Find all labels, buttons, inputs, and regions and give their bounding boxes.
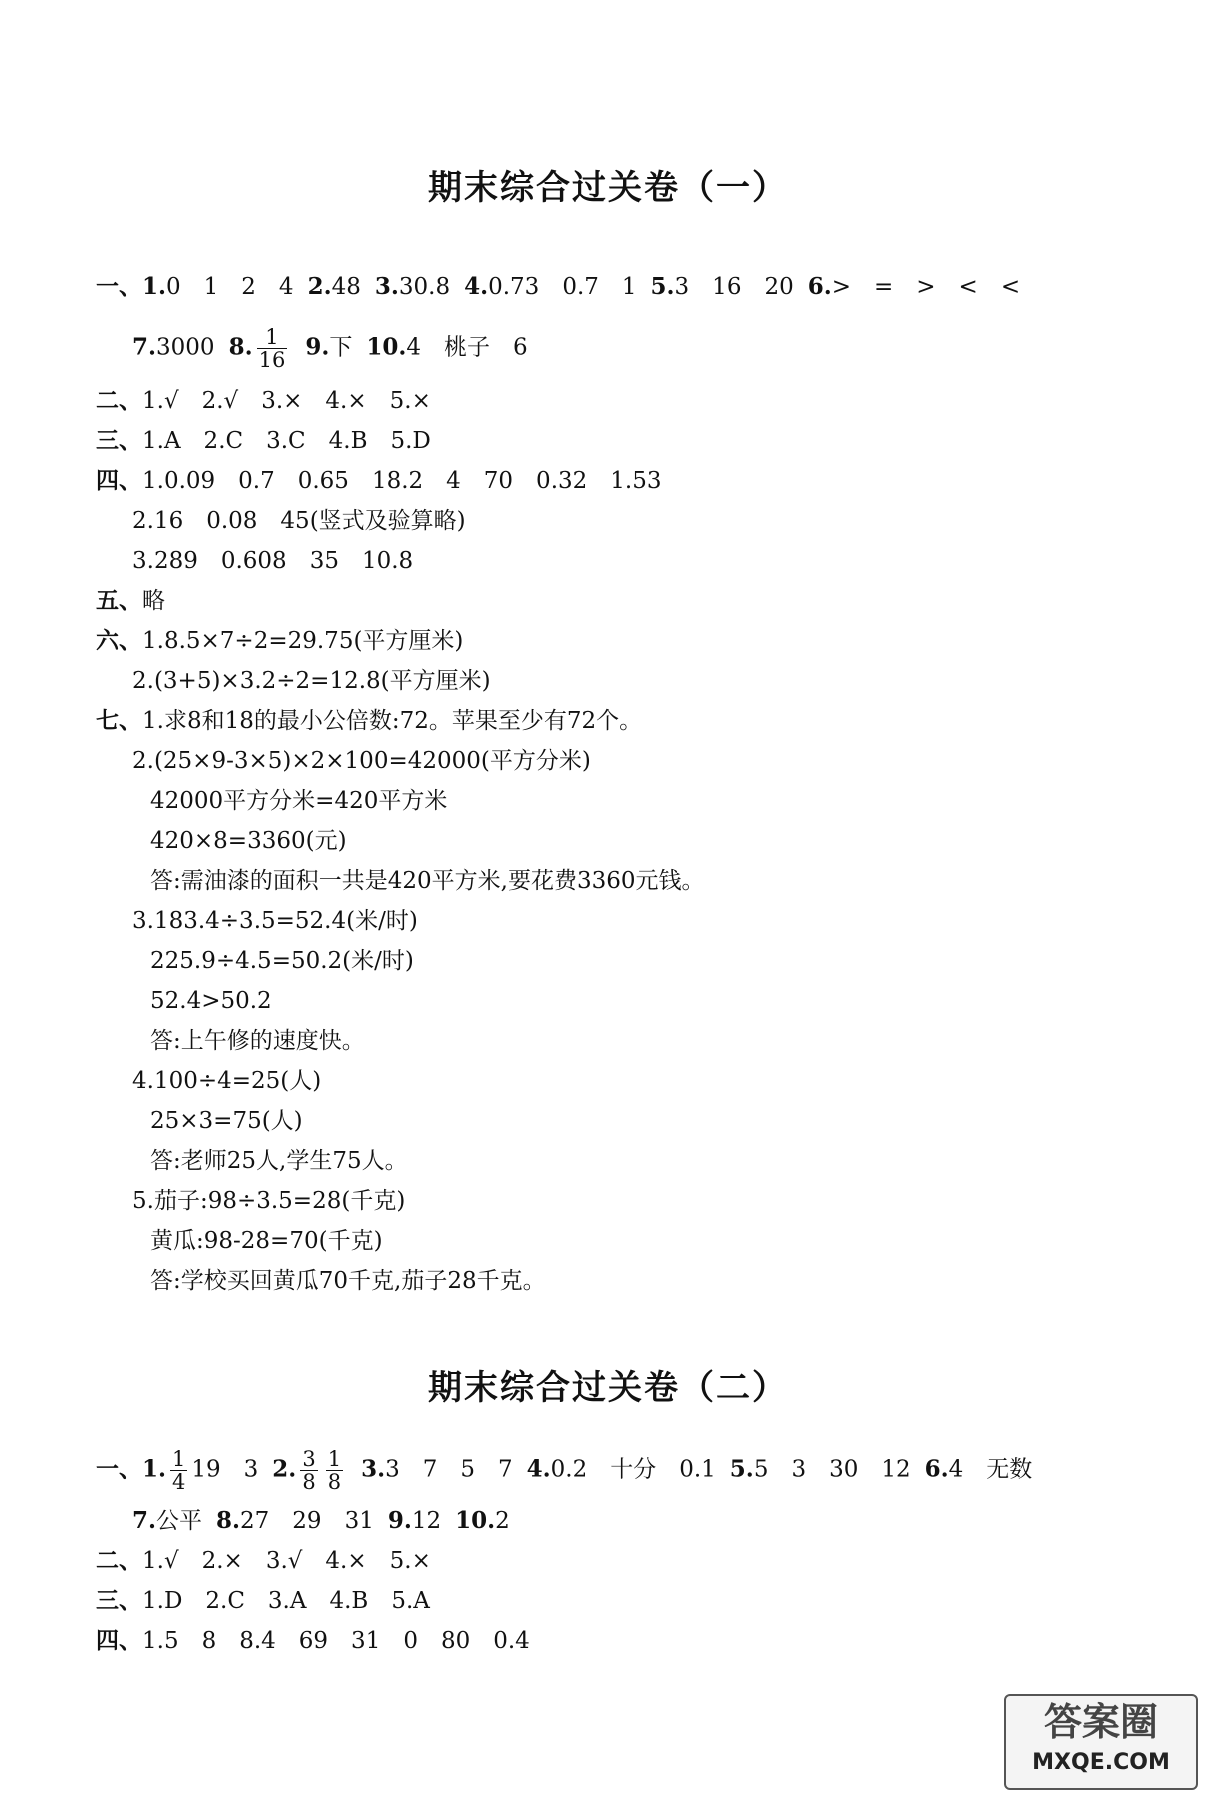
s2-part2-answers: 1.√ 2.× 3.√ 4.× 5.× (142, 1548, 431, 1574)
s2-part2-label: 二、 (96, 1547, 142, 1574)
s1-part7-line14: 黄瓜:98-28=70(千克) (150, 1228, 383, 1254)
s1-q5-num: 5. (650, 273, 675, 300)
s2-q6-num: 6. (924, 1455, 949, 1483)
s1-part7-line15: 答:学校买回黄瓜70千克,茄子28千克。 (150, 1268, 546, 1294)
s2-q4-answer: 0.2 十分 0.1 (550, 1456, 716, 1483)
s2-q3-num: 3. (361, 1455, 386, 1483)
s1-part1-line2 (132, 326, 528, 371)
s1-part4-line3: 3.289 0.608 35 10.8 (132, 548, 414, 574)
s1-q10-num: 10. (366, 333, 407, 361)
s1-q2-num: 2. (307, 273, 332, 300)
s1-part7-line5: 答:需油漆的面积一共是420平方米,要花费3360元钱。 (150, 868, 705, 894)
s1-q10-answer: 4 桃子 6 (406, 334, 528, 361)
s1-part6-line2: 2.(3+5)×3.2÷2=12.8(平方厘米) (132, 668, 491, 694)
s1-q1-num: 1. (142, 273, 167, 300)
s2-q6-answer: 4 无数 (948, 1456, 1033, 1483)
s2-q9-num: 9. (387, 1507, 412, 1534)
s2-q1-num: 1. (142, 1455, 167, 1483)
s1-part7-line13: 5.茄子:98÷3.5=28(千克) (132, 1188, 406, 1214)
s2-q2-numerator1: 3 (302, 1447, 316, 1471)
s2-part1-line2 (132, 1506, 510, 1536)
s2-q5-num: 5. (729, 1455, 754, 1483)
s1-q6-answer: > = > < < (831, 274, 1021, 300)
s1-part3-answers: 1.A 2.C 3.C 4.B 5.D (142, 428, 431, 454)
s2-part2-line (96, 1546, 431, 1576)
s1-q8-fraction (257, 326, 288, 371)
s1-part7-line6: 3.183.4÷3.5=52.4(米/时) (132, 908, 418, 934)
s1-part1-line1 (96, 272, 1020, 302)
s1-part7-answer1: 1.求8和18的最小公倍数:72。苹果至少有72个。 (142, 708, 643, 734)
s2-q2-denominator2: 8 (327, 1470, 342, 1494)
s1-part7-line11: 25×3=75(人) (150, 1108, 303, 1134)
s1-q4-answer: 0.73 0.7 1 (488, 274, 637, 300)
s1-part5-answer: 略 (142, 588, 165, 614)
s1-q9-num: 9. (305, 333, 330, 361)
s1-part2-label: 二、 (96, 387, 142, 414)
s1-q8-num: 8. (228, 333, 253, 361)
watermark-logo (1004, 1694, 1198, 1790)
s2-q2-fraction2 (326, 1448, 343, 1493)
s1-part5-line (96, 586, 165, 616)
s2-q1-denominator: 4 (172, 1470, 186, 1494)
s1-part2-answers: 1.√ 2.√ 3.× 4.× 5.× (142, 388, 431, 414)
s2-part4-line (96, 1626, 530, 1656)
s1-q3-answer: 30.8 (398, 274, 451, 300)
s1-q2-answer: 48 (331, 274, 361, 300)
s1-part7-line4: 420×8=3360(元) (150, 828, 347, 854)
s2-part3-line (96, 1586, 430, 1616)
s1-part7-line12: 答:老师25人,学生75人。 (150, 1148, 408, 1174)
s1-part7-line3: 42000平方分米=420平方米 (150, 788, 448, 814)
s1-q1-answer: 0 1 2 4 (166, 274, 294, 300)
s1-part4-label: 四、 (96, 467, 142, 494)
s1-part3-label: 三、 (96, 427, 142, 454)
s2-q8-answer: 27 29 31 (240, 1508, 374, 1534)
s2-q5-answer: 5 3 30 12 (753, 1456, 911, 1483)
section2-title: 期末综合过关卷（二） (428, 1368, 788, 1408)
s2-q8-num: 8. (216, 1507, 241, 1534)
watermark-text: 答案圈 (1043, 1700, 1158, 1744)
section1-title: 期末综合过关卷（一） (428, 168, 788, 208)
s1-q8-numerator: 1 (257, 326, 288, 349)
s1-part4-line1 (96, 466, 661, 496)
watermark-url: MXQE.COM (1032, 1750, 1170, 1775)
s1-part3-line (96, 426, 431, 456)
s1-part7-line2: 2.(25×9-3×5)×2×100=42000(平方分米) (132, 748, 591, 774)
s2-part1-line1 (96, 1448, 1032, 1493)
s2-q2-denominator1: 8 (302, 1470, 316, 1494)
s1-part5-label: 五、 (96, 587, 142, 614)
s1-part6-answer1: 1.8.5×7÷2=29.75(平方厘米) (142, 628, 464, 654)
s2-q4-num: 4. (526, 1455, 551, 1483)
s1-q3-num: 3. (374, 273, 399, 300)
s2-part3-label: 三、 (96, 1587, 142, 1614)
s1-q5-answer: 3 16 20 (674, 274, 794, 300)
s1-part2-line (96, 386, 431, 416)
s1-part4-line2: 2.16 0.08 45(竖式及验算略) (132, 508, 466, 534)
s1-part1-label: 一、 (96, 273, 142, 300)
s1-q9-answer: 下 (329, 334, 353, 361)
s1-q8-denominator: 16 (258, 348, 286, 372)
s2-q2-numerator2: 1 (327, 1447, 342, 1471)
s2-q2-fraction1 (300, 1448, 317, 1493)
s2-q7-num: 7. (132, 1507, 157, 1534)
s2-q1-numerator: 1 (172, 1447, 186, 1471)
s1-part7-label: 七、 (96, 707, 142, 734)
s2-q7-answer: 公平 (156, 1508, 203, 1534)
s2-q10-answer: 2 (495, 1508, 510, 1534)
s1-part7-line9: 答:上午修的速度快。 (150, 1028, 365, 1054)
s2-q1-answer: 19 3 (191, 1456, 259, 1483)
s1-part7-line10: 4.100÷4=25(人) (132, 1068, 322, 1094)
s2-part1-label: 一、 (96, 1455, 142, 1483)
s1-part6-label: 六、 (96, 627, 142, 654)
s1-q4-num: 4. (464, 273, 489, 300)
s2-q3-answer: 3 7 5 7 (385, 1456, 513, 1483)
s1-q6-num: 6. (807, 273, 832, 300)
s2-q2-num: 2. (272, 1455, 297, 1483)
s1-part7-line7: 225.9÷4.5=50.2(米/时) (150, 948, 414, 974)
s2-q10-num: 10. (455, 1507, 496, 1534)
s2-part4-label: 四、 (96, 1627, 142, 1654)
s1-part7-line8: 52.4>50.2 (150, 988, 272, 1014)
s1-part4-answer1: 1.0.09 0.7 0.65 18.2 4 70 0.32 1.53 (142, 468, 662, 494)
s1-q7-answer: 3000 (156, 334, 215, 361)
s1-part6-line1 (96, 626, 463, 656)
s2-q9-answer: 12 (411, 1508, 442, 1534)
s2-part3-answers: 1.D 2.C 3.A 4.B 5.A (142, 1588, 430, 1614)
s2-q1-fraction (170, 1448, 187, 1493)
s1-part7-line1 (96, 706, 642, 736)
s2-part4-answers: 1.5 8 8.4 69 31 0 80 0.4 (142, 1628, 530, 1654)
s1-q7-num: 7. (132, 333, 157, 361)
